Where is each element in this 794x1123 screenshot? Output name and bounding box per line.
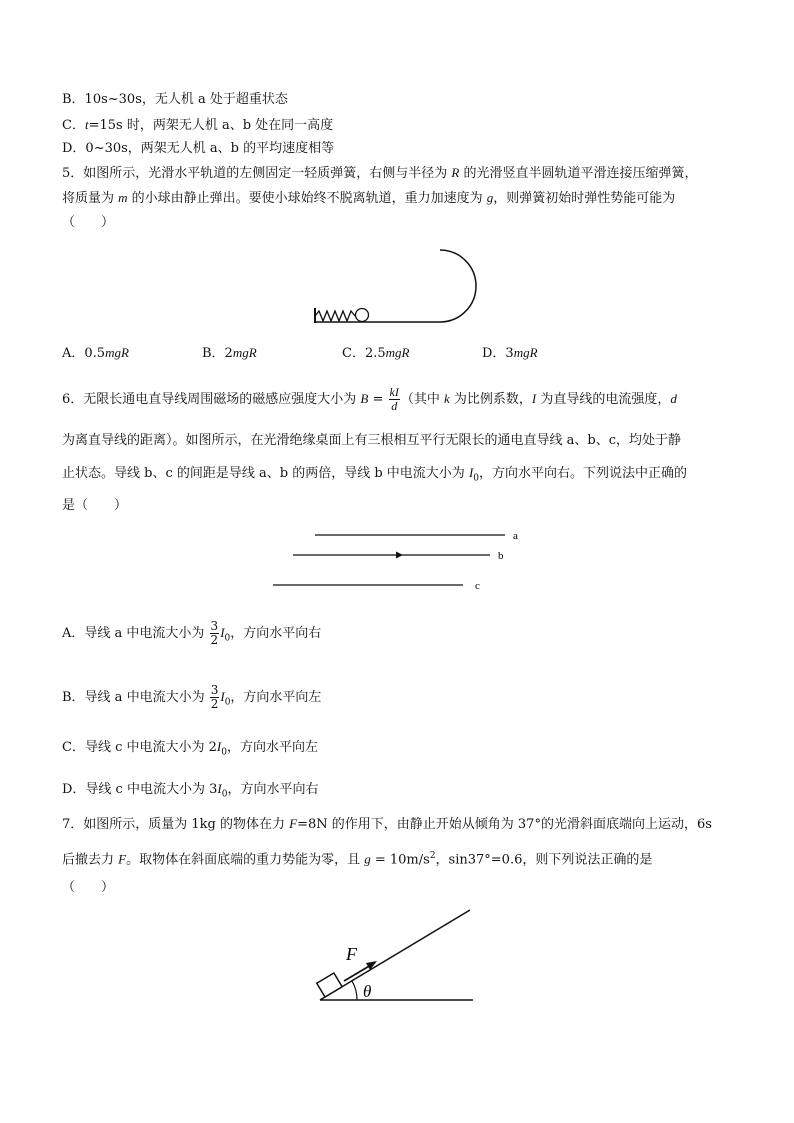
q5-answer-paren: （ ） — [62, 215, 115, 230]
wire-label-c: c — [475, 580, 480, 592]
q6-option-b: B．导线 a 中电流大小为 $\frac{3}{2}$ $I_0$，方向水平向左 — [62, 683, 322, 711]
q7-stem-line2: 后撤去力 F。取物体在斜面底端的重力势能为零，且 $g = 10m/s^2$，sin37°=0.6，则下列说法正确的是 — [62, 851, 653, 868]
current-arrow-icon — [396, 552, 403, 559]
q6-stem-line1: 6．无限长通电直导线周围磁场的磁感应强度大小为 B = $\frac{kI}{d}$ （其中 k 为比例系数，I 为直导线的电流强度，d — [62, 385, 677, 413]
formula-fraction: $\frac{kI}{d}$ — [389, 385, 399, 413]
semicircle-track — [440, 250, 476, 322]
wire-label-b: b — [498, 550, 504, 562]
ball — [356, 309, 369, 322]
q6-stem-line2: 为离直导线的距离）。如图所示，在光滑绝缘桌面上有三根相互平行无限长的通电直导线 a、b、c，均处于静 — [62, 433, 681, 448]
q5-option-b: B．2mgR — [202, 345, 257, 361]
force-label: F — [346, 944, 357, 964]
block — [317, 973, 342, 997]
q6-option-d: D．导线 c 中电流大小为 $3I_0$，方向水平向右 — [62, 781, 319, 800]
q7-incline-figure — [305, 905, 485, 1010]
force-arrow-icon — [344, 965, 371, 981]
angle-label: θ — [363, 982, 372, 1001]
q6-stem-line3: 止状态。导线 b、c 的间距是导线 a、b 的两倍，导线 b 中电流大小为 $I_0$，方向水平向右。下列说法中正确的 — [62, 465, 688, 484]
q5-option-c: C．2.5mgR — [342, 345, 410, 361]
q6-wires-figure — [265, 525, 525, 595]
q4-option-d: D．0~30s，两架无人机 a、b 的平均速度相等 — [62, 141, 335, 156]
q5-track-figure — [305, 245, 485, 330]
q6-stem-line4: 是（ ） — [62, 498, 128, 513]
q5-stem-line2: 将质量为 m 的小球由静止弹出。要使小球始终不脱离轨道，重力加速度为 g，则弹簧初始时弹性势能可能为 — [62, 190, 676, 206]
q4-option-c: C．t=15s 时，两架无人机 a、b 处在同一高度 — [62, 117, 334, 133]
angle-arc — [352, 981, 357, 1000]
q6-option-a: A．导线 a 中电流大小为 $\frac{3}{2}$ $I_0$，方向水平向右 — [62, 619, 322, 647]
wire-label-a: a — [513, 530, 518, 542]
q7-answer-paren: （ ） — [62, 880, 115, 895]
q5-stem-line1: 5．如图所示，光滑水平轨道的左侧固定一轻质弹簧，右侧与半径为 R 的光滑竖直半圆轨道平滑连接压缩弹簧， — [62, 165, 698, 181]
q5-option-d: D．3mgR — [482, 345, 538, 361]
spring — [315, 311, 355, 321]
q6-option-c: C．导线 c 中电流大小为 $2I_0$，方向水平向左 — [62, 739, 318, 758]
q5-option-a: A．0.5mgR — [62, 345, 129, 361]
q4-option-b: B．10s~30s，无人机 a 处于超重状态 — [62, 92, 288, 107]
q7-stem-line1: 7．如图所示，质量为 1kg 的物体在力 F=8N 的作用下，由静止开始从倾角为 37°的光滑斜面底端向上运动，6s — [62, 816, 712, 832]
